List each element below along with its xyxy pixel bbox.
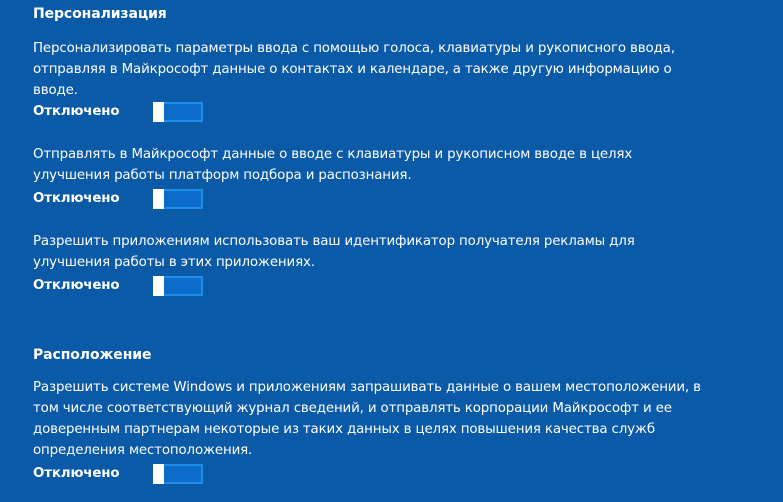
description-line: определения местоположения. <box>33 443 253 458</box>
description-line: доверенным партнерам некоторые из таких данных в целях повышения качества служб <box>33 422 655 437</box>
toggle-row-advertising-id <box>33 276 253 298</box>
section-title-location: Расположение <box>33 347 152 363</box>
toggle-row-input-personalization <box>33 102 253 124</box>
description-line: вводе. <box>33 83 78 98</box>
description-line: улучшения работы платформ подбора и распознания. <box>33 168 412 183</box>
description-line: Персонализировать параметры ввода с помощью голоса, клавиатуры и рукописного ввода, <box>33 41 675 56</box>
toggle-thumb[interactable] <box>153 464 164 484</box>
toggle-thumb[interactable] <box>153 276 164 296</box>
section-title-personalization: Персонализация <box>33 6 167 22</box>
setting-description-input-personalization <box>33 38 723 101</box>
description-line: Разрешить приложениям использовать ваш идентификатор получателя рекламы для <box>33 234 635 249</box>
description-line: отправляя в Майкрософт данные о контактах и календаре, а также другую информацию о <box>33 62 672 77</box>
description-line: том числе соответствующий журнал сведений, и отправлять корпорации Майкрософт и ее <box>33 401 672 416</box>
toggle-row-typing-data <box>33 189 253 211</box>
toggle-row-location <box>33 464 253 486</box>
toggle-state-label: Отключено <box>33 278 120 293</box>
setting-description-advertising-id <box>33 231 723 273</box>
toggle-state-label: Отключено <box>33 104 120 119</box>
advertising-id-toggle[interactable] <box>153 276 203 296</box>
description-line: Отправлять в Майкрософт данные о вводе с клавиатуры и рукописном вводе в целях <box>33 147 633 162</box>
toggle-thumb[interactable] <box>153 189 164 209</box>
toggle-state-label: Отключено <box>33 191 120 206</box>
input-personalization-toggle[interactable] <box>153 102 203 122</box>
description-line: улучшения работы в этих приложениях. <box>33 255 315 270</box>
location-toggle[interactable] <box>153 464 203 484</box>
setting-description-typing-data <box>33 144 723 186</box>
toggle-state-label: Отключено <box>33 466 120 481</box>
description-line: Разрешить системе Windows и приложениям запрашивать данные о вашем местоположении, в <box>33 380 701 395</box>
setting-description-location <box>33 377 723 461</box>
typing-data-toggle[interactable] <box>153 189 203 209</box>
toggle-thumb[interactable] <box>153 102 164 122</box>
